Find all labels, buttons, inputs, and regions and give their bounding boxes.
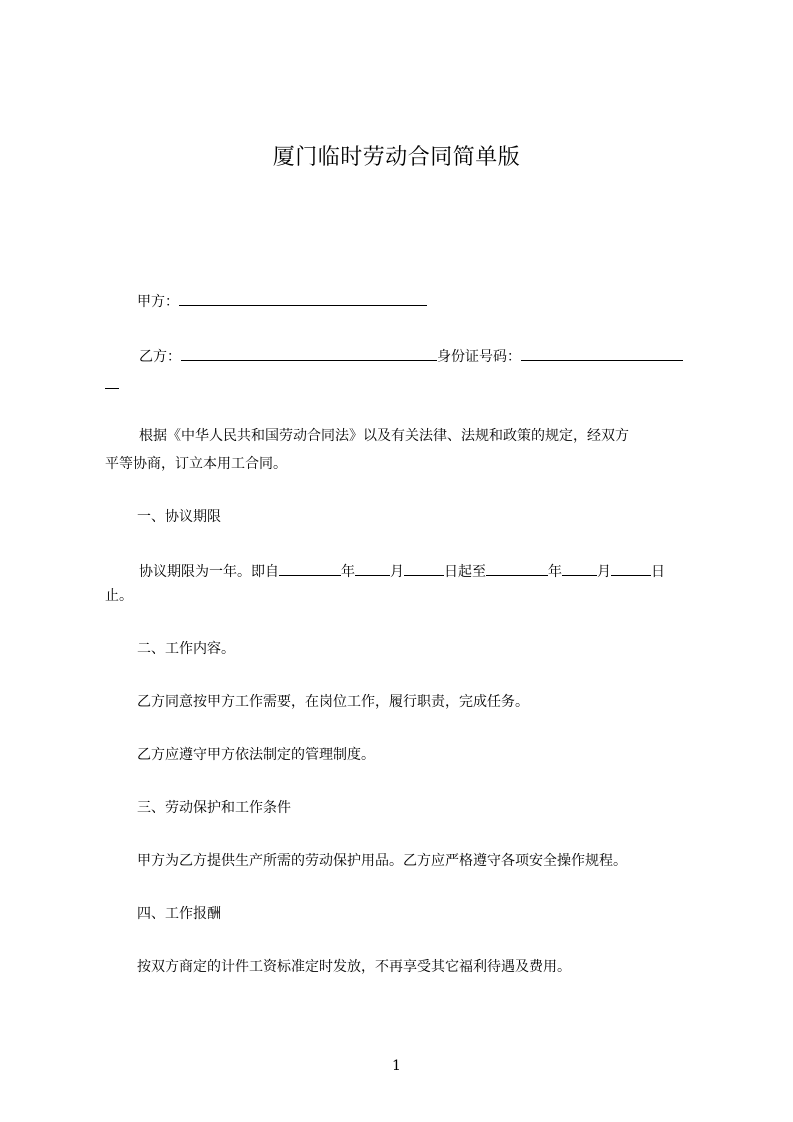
id-number-blank-continued [105,373,119,395]
start-year-label: 年 [341,564,355,580]
document-title: 厦门临时劳动合同简单版 [272,145,521,170]
work-paragraph-1: 乙方同意按甲方工作需要，在岗位工作，履行职责，完成任务。 [137,694,529,710]
id-number-blank-tail[interactable] [105,373,119,389]
party-b-line [139,345,683,367]
party-b-blank[interactable] [181,345,437,361]
party-b-label: 乙方： [139,349,181,365]
start-month-label: 月 [390,564,404,580]
start-year-blank[interactable] [279,560,341,576]
section-3-heading: 三、劳动保护和工作条件 [137,800,291,816]
end-day-label: 日 [651,564,665,580]
pay-paragraph: 按双方商定的计件工资标准定时发放，不再享受其它福利待遇及费用。 [137,959,571,975]
party-a-line [137,290,427,312]
end-year-blank[interactable] [486,560,548,576]
section-2-heading: 二、工作内容。 [137,641,235,657]
intro-line-2: 平等协商，订立本用工合同。 [105,456,287,472]
end-month-label: 月 [597,564,611,580]
end-year-label: 年 [548,564,562,580]
party-a-label: 甲方： [137,294,179,310]
start-day-label: 日起至 [444,564,486,580]
intro-line-1: 根据《中华人民共和国劳动合同法》以及有关法律、法规和政策的规定，经双方 [139,428,629,444]
id-number-label: 身份证号码： [437,349,521,365]
section-4-heading: 四、工作报酬 [137,906,221,922]
end-month-blank[interactable] [562,560,597,576]
start-month-blank[interactable] [355,560,390,576]
work-paragraph-2: 乙方应遵守甲方依法制定的管理制度。 [137,747,375,763]
id-number-blank[interactable] [521,345,683,361]
start-day-blank[interactable] [404,560,444,576]
protection-paragraph: 甲方为乙方提供生产所需的劳动保护用品。乙方应严格遵守各项安全操作规程。 [137,853,627,869]
party-a-blank[interactable] [179,290,427,306]
term-prefix: 协议期限为一年。即自 [139,564,279,580]
end-day-blank[interactable] [611,560,651,576]
page-number: 1 [392,1058,401,1074]
term-end: 止。 [105,588,133,604]
section-1-heading: 一、协议期限 [137,509,221,525]
term-line [139,560,665,582]
